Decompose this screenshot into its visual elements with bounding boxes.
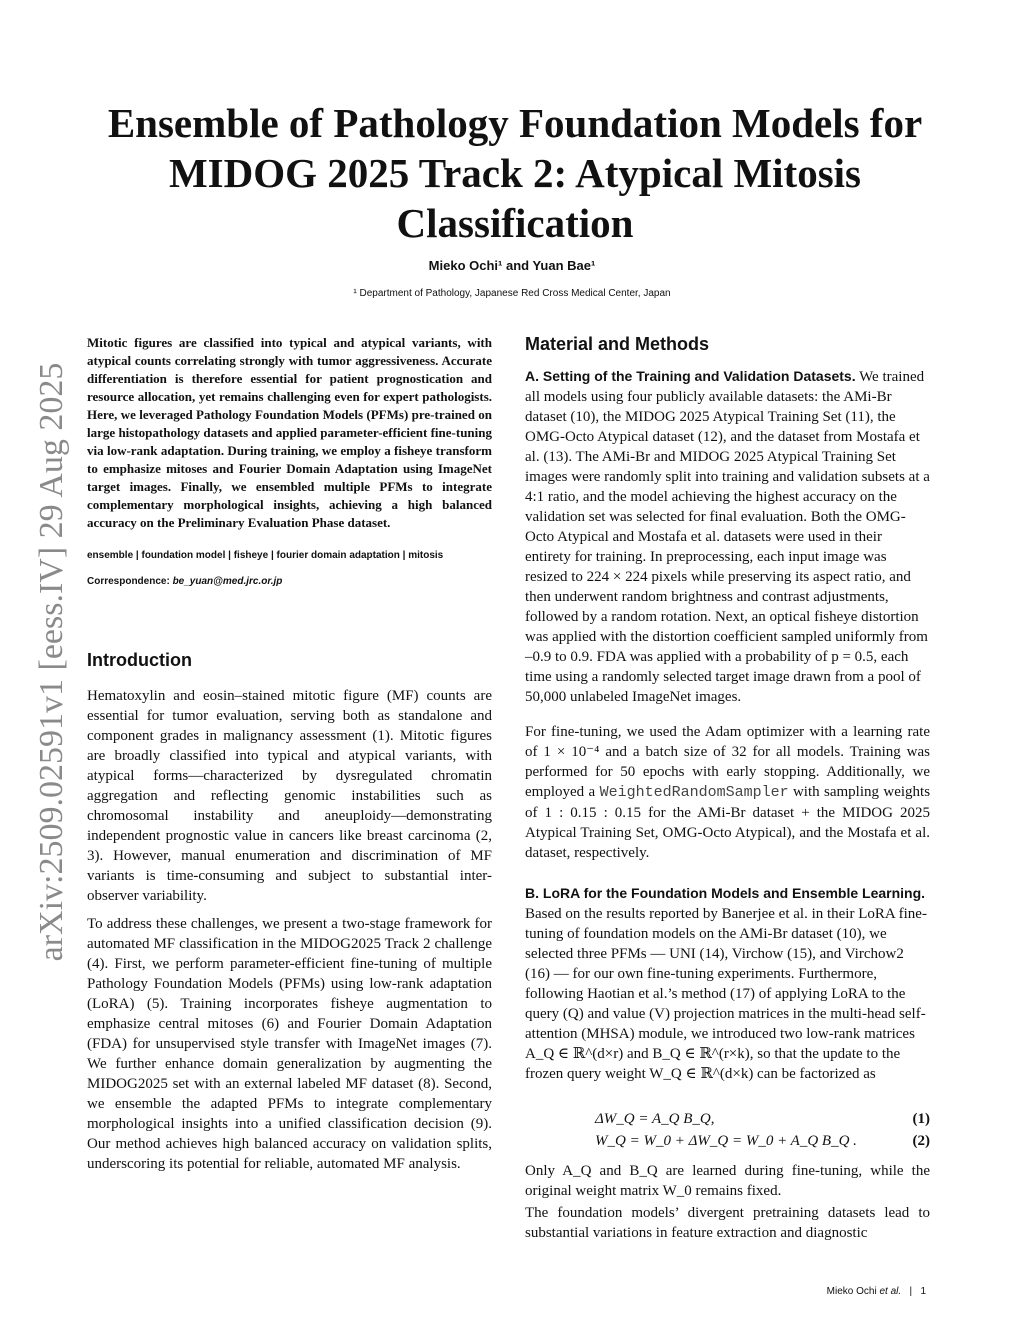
author-list: Mieko Ochi¹ and Yuan Bae¹ [428,258,596,273]
finetune-text-pre: For fine-tuning, we used the Adam optimizer with a learning rate of 1 × 10⁻⁴ and a batch size of 32 for all models. Training was performed for 50 epochs with early stopping. Additionally, we employed a [525,724,930,800]
affiliation: ¹ Department of Pathology, Japanese Red Cross Medical Center, Japan [353,288,671,299]
section-a-finetune-paragraph [525,722,930,863]
correspondence-email[interactable]: be_yuan@med.jrc.or.jp [172,576,283,587]
footer-separator: | [909,1286,913,1297]
section-b-paragraph-3: The foundation models’ divergent pretraining datasets lead to substantial variations in feature extraction and diagnostic [525,1205,930,1241]
sampler-code: WeightedRandomSampler [599,784,789,801]
page-number: 1 [920,1286,926,1297]
footer-author: Mieko Ochi [826,1286,877,1297]
paper-title: Ensemble of Pathology Foundation Models for MIDOG 2025 Track 2: Atypical Mitosis Classification [107,100,923,246]
section-b-text: Based on the results reported by Banerjee et al. in their LoRA fine-tuning of foundation models on the AMi-Br dataset (10), we selected three PFMs — UNI (14), Virchow (15), and Virchow2 (16) — for our own fine-tuning experiments. Furthermore, following Haotian et al.’s method (17) of applying LoRA to the query (Q) and value (V) projection matrices in the multi-head self-attention (MHSA) module, we introduced two low-rank matrices A_Q ∈ ℝ^(d×r) and B_Q ∈ ℝ^(r×k), so that the update to the frozen query weight W_Q ∈ ℝ^(d×k) can be factorized as [525,906,927,1082]
abstract: Mitotic figures are classified into typical and atypical variants, with atypical counts correlating strongly with tumor aggressiveness. Accurate differentiation is therefore essential for patient prognostication and resource allocation, yet remains challenging even for expert pathologists. Here, we leveraged Pathology Foundation Models (PFMs) pre-trained on large histopathology datasets and applied parameter-efficient fine-tuning via low-rank adaptation. During training, we employ a fisheye transform to emphasize mitoses and Fourier Domain Adaptation using ImageNet target images. Finally, we ensembled multiple PFMs to integrate complementary morphological insights, achieving a high balanced accuracy on the Preliminary Evaluation Phase dataset. [87,335,492,530]
introduction-paragraph-2: To address these challenges, we present a two-stage framework for automated MF classification in the MIDOG2025 Track 2 challenge (4). First, we perform parameter-efficient fine-tuning of multiple Pathology Foundation Models (PFMs) using low-rank adaptation (LoRA) (5). Training incorporates fisheye augmentation to emphasize central mitoses (6) and Fourier Domain Adaptation (FDA) for unsupervised style transfer with ImageNet images (7). We further enhance domain generalization by augmenting the MIDOG2025 set with an external labeled MF dataset (8). Second, we ensemble the adapted PFMs to integrate complementary morphological insights into a unified classification decision (9). Our method achieves high balanced accuracy on validation splits, underscoring its potential for reliable, automated MF analysis. [87,916,492,1172]
section-a-title: A. Setting of the Training and Validation Datasets. [525,368,856,384]
page-footer [827,1286,926,1297]
section-a-text: We trained all models using four publicly available datasets: the AMi-Br dataset (10), the MIDOG 2025 Atypical Training Set (11), the OMG-Octo Atypical dataset (12), and the dataset from Mostafa et al. (13). The AMi-Br and MIDOG 2025 Atypical Training Set images were randomly split into training and validation subsets at a 4:1 ratio, and the model achieving the highest accuracy on the validation set was selected for final evaluation. Both the OMG-Octo Atypical and Mostafa et al. datasets were used in their entirety for training. In preprocessing, each input image was resized to 224 × 224 pixels while preserving its aspect ratio, and then underwent random brightness and contrast adjustments, followed by a random rotation. Next, an optical fisheye distortion was applied with the distortion coefficient sampled uniformly from –0.9 to 0.9. FDA was applied with a probability of p = 0.5, each time using a randomly selected target image drawn from a pool of 50,000 unlabeled ImageNet images. [525,369,930,705]
equation-2 [525,1131,930,1153]
introduction-paragraph-1: Hematoxylin and eosin–stained mitotic figure (MF) counts are essential for tumor evaluation, serving both as standalone and component grades in malignancy assessment (1). Mitotic figures are broadly classified into typical and atypical variants, with atypical forms—characterized by dysregulated chromatin aggregation and reflecting genomic instabilities such as chromosomal instability and aneuploidy—demonstrating independent prognostic value in cancers like breast carcinoma (2, 3). However, manual enumeration and discrimination of MF variants is time-consuming and subject to substantial inter-observer variability. [87,688,492,904]
equation-2-number: (2) [912,1133,930,1149]
equation-1-math: ΔW_Q = A_Q B_Q, [595,1111,715,1127]
introduction-heading: Introduction [87,650,192,670]
finetune-text-post: with sampling weights of 1 : 0.15 : 0.15 for the AMi-Br dataset + the MIDOG 2025 Atypical Training Set, OMG-Octo Atypical), and the Mostafa et al. dataset, respectively. [525,784,931,861]
right-column [525,334,930,1243]
correspondence [87,572,492,592]
equation-2-math: W_Q = W_0 + ΔW_Q = W_0 + A_Q B_Q . [595,1133,857,1149]
section-b-paragraph-2: Only A_Q and B_Q are learned during fine-tuning, while the original weight matrix W_0 remains fixed. [525,1163,930,1199]
left-column [87,334,492,1174]
footer-etal: et al. [879,1286,902,1297]
keywords: ensemble | foundation model | fisheye | fourier domain adaptation | mitosis [87,550,444,561]
equation-1-number: (1) [912,1111,930,1127]
correspondence-label: Correspondence: [87,576,170,587]
arxiv-identifier-stamp: arXiv:2509.02591v1 [eess.IV] 29 Aug 2025 [33,362,70,962]
section-b-title: B. LoRA for the Foundation Models and Ensemble Learning. [525,885,926,901]
equation-1 [525,1109,930,1131]
methods-heading: Material and Methods [525,334,710,354]
